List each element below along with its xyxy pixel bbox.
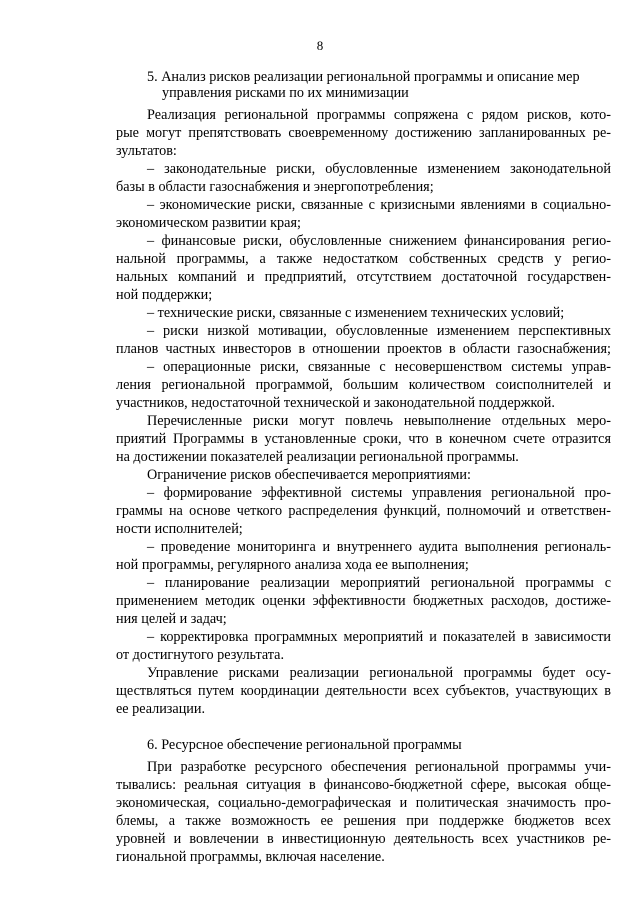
list-item-line: ности исполнителей;: [116, 521, 243, 537]
section-5-heading-line-2: управления рисками по их минимизации: [162, 85, 409, 101]
list-item-line: – технические риски, связанные с изменением технических условий;: [147, 305, 565, 321]
list-item-line: экономическом развитии края;: [116, 215, 301, 231]
list-item-line: – корректировка программных мероприятий и показателей в зависимости: [147, 629, 611, 645]
list-item-line: ной поддержки;: [116, 287, 213, 303]
text-line: ществляться путем координации деятельности всех субъектов, участвующих в: [116, 683, 611, 699]
list-item-line: граммы на основе четкого распределения функций, полномочий и ответствен-: [116, 503, 611, 519]
list-item-line: – законодательные риски, обусловленные изменением законодательной: [147, 161, 611, 177]
list-item-line: ния целей и задач;: [116, 611, 227, 627]
list-item-line: – планирование реализации мероприятий региональной программы с: [147, 575, 611, 591]
text-line: экономическая, социально-демографическая и политическая значимость про-: [116, 795, 611, 811]
list-item-line: нальной программы, а также недостатком собственных средств у регио-: [116, 251, 611, 267]
text-line: зультатов:: [116, 143, 177, 159]
text-line: Ограничение рисков обеспечивается мероприятиями:: [147, 467, 471, 483]
text-line: Перечисленные риски могут повлечь невыполнение отдельных меро-: [147, 413, 611, 429]
text-line: уровней и вовлечении в инвестиционную деятельность всех участников ре-: [116, 831, 611, 847]
list-item-line: нальных компаний и предприятий, отсутствием достаточной государствен-: [116, 269, 611, 285]
text-line: приятий Программы в установленные сроки, что в конечном счете отразится: [116, 431, 611, 447]
list-item-line: – операционные риски, связанные с несовершенством системы управ-: [147, 359, 611, 375]
list-item-line: участников, недостаточной технической и законодательной поддержкой.: [116, 395, 555, 411]
list-item-line: – проведение мониторинга и внутреннего аудита выполнения региональ-: [147, 539, 611, 555]
text-line: рые могут препятствовать своевременному достижению запланированных ре-: [116, 125, 611, 141]
text-line: блемы, а также возможность ее решения при поддержке бюджетов всех: [116, 813, 611, 829]
list-item-line: – экономические риски, связанные с кризисными явлениями в социально-: [147, 197, 611, 213]
page-number: 8: [316, 38, 324, 53]
list-item-line: планов частных инвесторов в отношении проектов в области газоснабжения;: [116, 341, 611, 357]
list-item-line: – формирование эффективной системы управления региональной про-: [147, 485, 611, 501]
text-line: тывались: реальная ситуация в финансово-бюджетной сфере, высокая обще-: [116, 777, 611, 793]
list-item-line: – финансовые риски, обусловленные снижением финансирования регио-: [147, 233, 611, 249]
text-line: ее реализации.: [116, 701, 206, 717]
list-item-line: ной программы, регулярного анализа хода ее выполнения;: [116, 557, 469, 573]
list-item-line: от достигнутого результата.: [116, 647, 284, 663]
text-line: на достижении показателей реализации региональной программы.: [116, 449, 519, 465]
section-6-heading: 6. Ресурсное обеспечение региональной программы: [147, 737, 462, 753]
section-5-heading-line-1: 5. Анализ рисков реализации региональной программы и описание мер: [147, 69, 580, 85]
list-item-line: ления региональной программой, большим количеством соисполнителей и: [116, 377, 611, 393]
list-item-line: базы в области газоснабжения и энергопотребления;: [116, 179, 434, 195]
text-line: Управление рисками реализации региональной программы будет осу-: [147, 665, 611, 681]
text-line: При разработке ресурсного обеспечения региональной программы учи-: [147, 759, 611, 775]
text-line: Реализация региональной программы сопряжена с рядом рисков, кото-: [147, 107, 611, 123]
list-item-line: применением методик оценки эффективности бюджетных расходов, достиже-: [116, 593, 611, 609]
list-item-line: – риски низкой мотивации, обусловленные изменением перспективных: [147, 323, 611, 339]
text-line: гиональной программы, включая население.: [116, 849, 385, 865]
